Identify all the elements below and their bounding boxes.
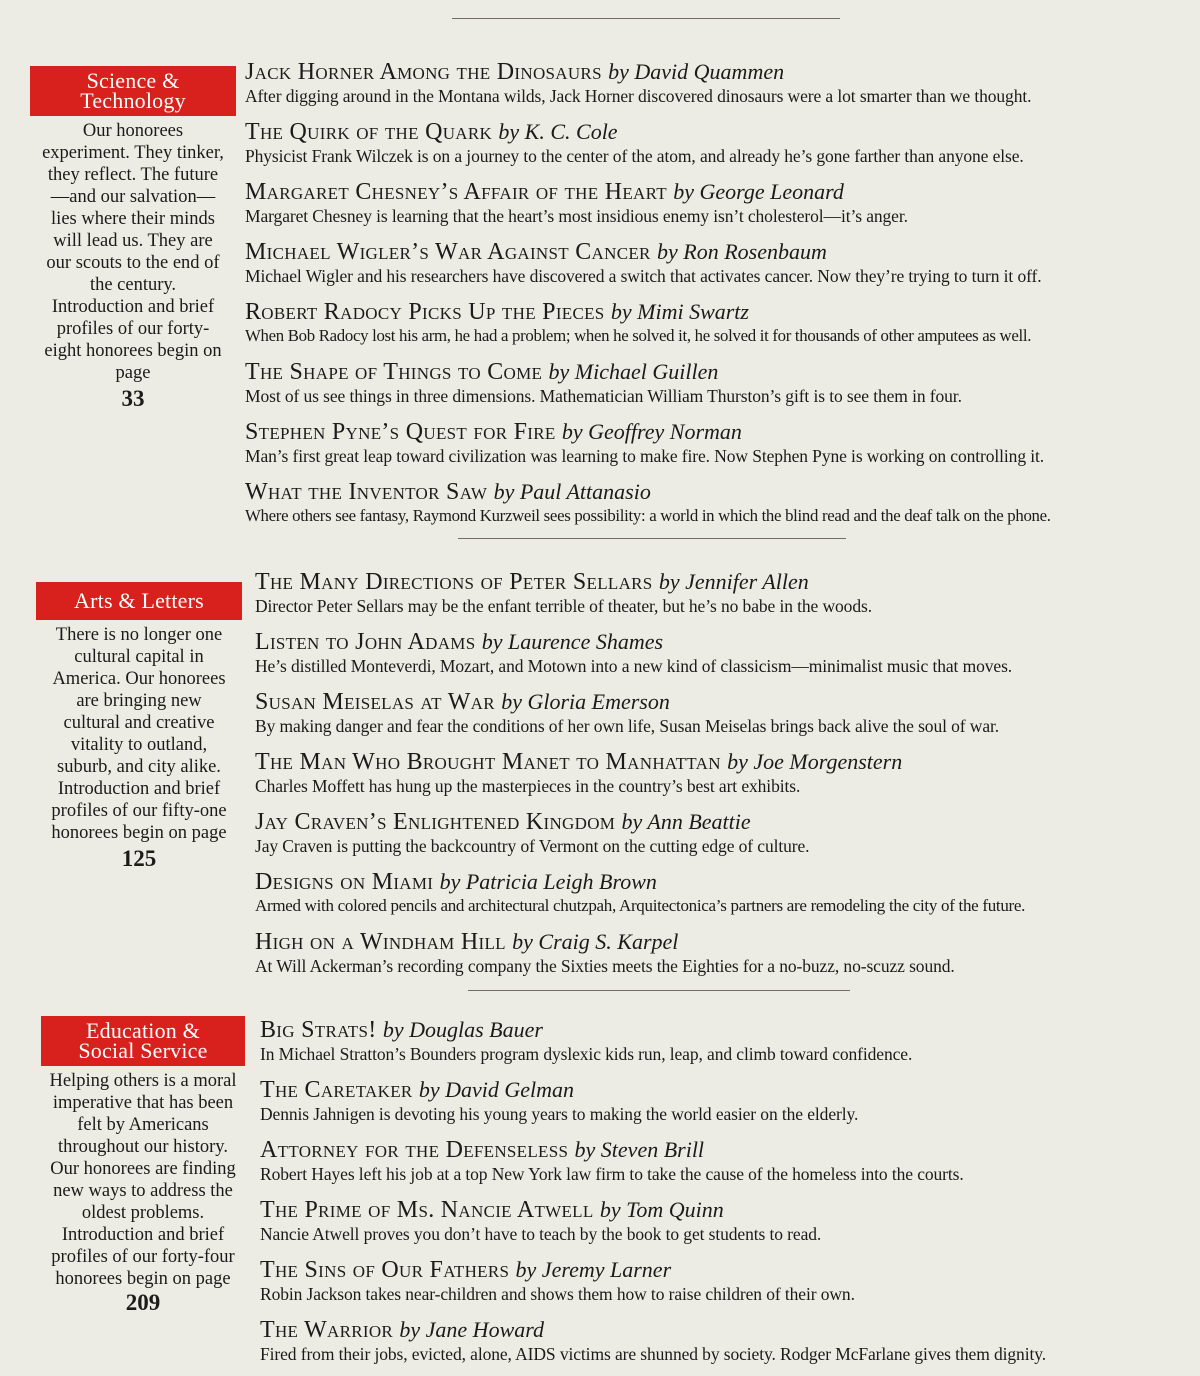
article-item bbox=[255, 868, 1200, 928]
article-byline: by Jennifer Allen bbox=[658, 569, 809, 594]
article-byline: by Gloria Emerson bbox=[501, 689, 670, 714]
article-title: The Prime of Ms. Nancie Atwell by Tom Quinn bbox=[260, 1197, 724, 1223]
section-page-number: 33 bbox=[121, 386, 145, 411]
section-sidebar bbox=[40, 1016, 246, 1316]
article-item bbox=[260, 1196, 1200, 1256]
article-description: By making danger and fear the conditions of her own life, Susan Meiselas brings back alive the soul of war. bbox=[255, 716, 1000, 736]
article-item bbox=[245, 58, 1200, 118]
article-byline: by K. C. Cole bbox=[498, 119, 618, 144]
article-byline: by David Gelman bbox=[418, 1077, 575, 1102]
article-description: Fired from their jobs, evicted, alone, AIDS victims are shunned by society. Rodger McFarlane gives them dignity. bbox=[260, 1344, 1047, 1364]
article-description: Where others see fantasy, Raymond Kurzweil sees possibility: a world in which the blind read and the deaf talk on the phone. bbox=[245, 506, 1051, 525]
article-item bbox=[255, 688, 1200, 748]
article-item bbox=[245, 238, 1200, 298]
article-byline: by Douglas Bauer bbox=[382, 1017, 543, 1042]
article-title: Jay Craven’s Enlightened Kingdom by Ann Beattie bbox=[255, 809, 751, 835]
article-byline: by Patricia Leigh Brown bbox=[439, 869, 657, 894]
article-title: Jack Horner Among the Dinosaurs by David Quammen bbox=[245, 59, 785, 85]
article-description: Man’s first great leap toward civilization was learning to make fire. Now Stephen Pyne is working on controlling it. bbox=[245, 446, 1045, 466]
article-description: Nancie Atwell proves you don’t have to teach by the book to get students to read. bbox=[260, 1224, 822, 1244]
article-description: When Bob Radocy lost his arm, he had a problem; when he solved it, he solved it for thousands of other amputees as well. bbox=[245, 326, 1032, 345]
article-list bbox=[245, 58, 1200, 538]
section-sidebar bbox=[34, 582, 244, 872]
article-title: The Shape of Things to Come by Michael Guillen bbox=[245, 359, 719, 385]
article-title: Margaret Chesney’s Affair of the Heart by George Leonard bbox=[245, 179, 844, 205]
article-byline: by Tom Quinn bbox=[599, 1197, 724, 1222]
article-item bbox=[245, 358, 1200, 418]
divider-education bbox=[468, 990, 850, 991]
article-item bbox=[245, 418, 1200, 478]
section-label: Science & Technology bbox=[30, 66, 236, 116]
article-description: After digging around in the Montana wilds, Jack Horner discovered dinosaurs were a lot smarter than we thought. bbox=[245, 86, 1032, 106]
article-description: Robin Jackson takes near-children and shows them how to raise children of their own. bbox=[260, 1284, 855, 1304]
article-description: In Michael Stratton’s Bounders program dyslexic kids run, leap, and climb toward confidence. bbox=[260, 1044, 913, 1064]
article-description: Charles Moffett has hung up the masterpieces in the country’s best art exhibits. bbox=[255, 776, 801, 796]
article-title: Susan Meiselas at War by Gloria Emerson bbox=[255, 689, 670, 715]
article-item bbox=[255, 748, 1200, 808]
article-byline: by Ron Rosenbaum bbox=[656, 239, 827, 264]
article-title: Michael Wigler’s War Against Cancer by Ron Rosenbaum bbox=[245, 239, 827, 265]
article-title: The Quirk of the Quark by K. C. Cole bbox=[245, 119, 618, 145]
article-item bbox=[255, 928, 1200, 988]
article-title: Robert Radocy Picks Up the Pieces by Mimi Swartz bbox=[245, 299, 749, 325]
article-item bbox=[260, 1076, 1200, 1136]
article-description: At Will Ackerman’s recording company the Sixties meets the Eighties for a no-buzz, no-scuzz sound. bbox=[255, 956, 955, 976]
article-item bbox=[245, 478, 1200, 538]
article-byline: by David Quammen bbox=[608, 59, 785, 84]
article-description: Director Peter Sellars may be the enfant terrible of theater, but he’s no babe in the woods. bbox=[255, 596, 872, 616]
article-title: Attorney for the Defenseless by Steven Brill bbox=[260, 1137, 705, 1163]
article-byline: by Ann Beattie bbox=[621, 809, 751, 834]
section-sidebar bbox=[28, 66, 238, 412]
article-item bbox=[245, 298, 1200, 358]
section-blurb: Helping others is a moral imperative that has been felt by Americans throughout our history. Our honorees are finding new ways to address the oldest problems. Introduction and brief profiles of our forty-four honorees begin on page bbox=[49, 1071, 237, 1289]
article-description: Armed with colored pencils and architectural chutzpah, Arquitectonica’s partners are remodeling the city of the future. bbox=[255, 896, 1026, 915]
article-description: Jay Craven is putting the backcountry of Vermont on the cutting edge of culture. bbox=[255, 836, 810, 856]
article-description: Physicist Frank Wilczek is on a journey to the center of the atom, and already he’s gone farther than anyone else. bbox=[245, 146, 1024, 166]
article-title: Listen to John Adams by Laurence Shames bbox=[255, 629, 664, 655]
article-title: The Man Who Brought Manet to Manhattan by Joe Morgenstern bbox=[255, 749, 903, 775]
article-byline: by Joe Morgenstern bbox=[727, 749, 903, 774]
article-title: Stephen Pyne’s Quest for Fire by Geoffrey Norman bbox=[245, 419, 742, 445]
section-page-number: 209 bbox=[125, 1290, 161, 1315]
article-item bbox=[255, 808, 1200, 868]
article-description: Margaret Chesney is learning that the heart’s most insidious enemy isn’t cholesterol—it’s anger. bbox=[245, 206, 908, 226]
article-item bbox=[260, 1016, 1200, 1076]
article-title: The Sins of Our Fathers by Jeremy Larner bbox=[260, 1257, 672, 1283]
article-item bbox=[255, 628, 1200, 688]
article-item bbox=[260, 1256, 1200, 1316]
article-byline: by Mimi Swartz bbox=[610, 299, 749, 324]
article-byline: by Jeremy Larner bbox=[515, 1257, 672, 1282]
article-title: The Caretaker by David Gelman bbox=[260, 1077, 575, 1103]
article-item bbox=[260, 1136, 1200, 1196]
article-byline: by Laurence Shames bbox=[481, 629, 664, 654]
divider-arts bbox=[458, 538, 846, 539]
section-page-number: 125 bbox=[121, 846, 157, 871]
article-title: Designs on Miami by Patricia Leigh Brown bbox=[255, 869, 657, 895]
article-description: Robert Hayes left his job at a top New York law firm to take the cause of the homeless into the courts. bbox=[260, 1164, 964, 1184]
article-item bbox=[245, 178, 1200, 238]
article-title: The Many Directions of Peter Sellars by Jennifer Allen bbox=[255, 569, 809, 595]
article-byline: by Jane Howard bbox=[399, 1317, 544, 1342]
section-blurb: Our honorees experiment. They tinker, they reflect. The future—and our salvation—lies where their minds will lead us. They are our scouts to the end of the century. Introduction and brief profiles of our forty-eight honorees begin on page bbox=[42, 121, 224, 383]
article-list bbox=[255, 568, 1200, 988]
article-byline: by George Leonard bbox=[673, 179, 844, 204]
article-title: The Warrior by Jane Howard bbox=[260, 1317, 544, 1343]
article-description: Michael Wigler and his researchers have discovered a switch that activates cancer. Now they’re trying to turn it off. bbox=[245, 266, 1042, 286]
article-byline: by Paul Attanasio bbox=[493, 479, 651, 504]
article-title: Big Strats! by Douglas Bauer bbox=[260, 1017, 543, 1043]
article-byline: by Craig S. Karpel bbox=[512, 929, 679, 954]
section-label: Arts & Letters bbox=[36, 582, 242, 620]
article-description: Dennis Jahnigen is devoting his young years to making the world easier on the elderly. bbox=[260, 1104, 859, 1124]
article-list bbox=[260, 1016, 1200, 1376]
article-byline: by Geoffrey Norman bbox=[561, 419, 742, 444]
article-description: Most of us see things in three dimensions. Mathematician William Thurston’s gift is to see them in four. bbox=[245, 386, 962, 406]
divider-top bbox=[452, 18, 840, 19]
article-description: He’s distilled Monteverdi, Mozart, and Motown into a new kind of classicism—minimalist music that moves. bbox=[255, 656, 1013, 676]
article-item bbox=[260, 1316, 1200, 1376]
article-item bbox=[255, 568, 1200, 628]
article-byline: by Michael Guillen bbox=[548, 359, 719, 384]
article-title: What the Inventor Saw by Paul Attanasio bbox=[245, 479, 651, 505]
article-item bbox=[245, 118, 1200, 178]
section-blurb: There is no longer one cultural capital in America. Our honorees are bringing new cultural and creative vitality to outland, suburb, and city alike. Introduction and brief profiles of our fifty-one honorees begin on page bbox=[51, 625, 227, 843]
article-title: High on a Windham Hill by Craig S. Karpel bbox=[255, 929, 679, 955]
article-byline: by Steven Brill bbox=[574, 1137, 705, 1162]
section-label: Education & Social Service bbox=[41, 1016, 245, 1066]
